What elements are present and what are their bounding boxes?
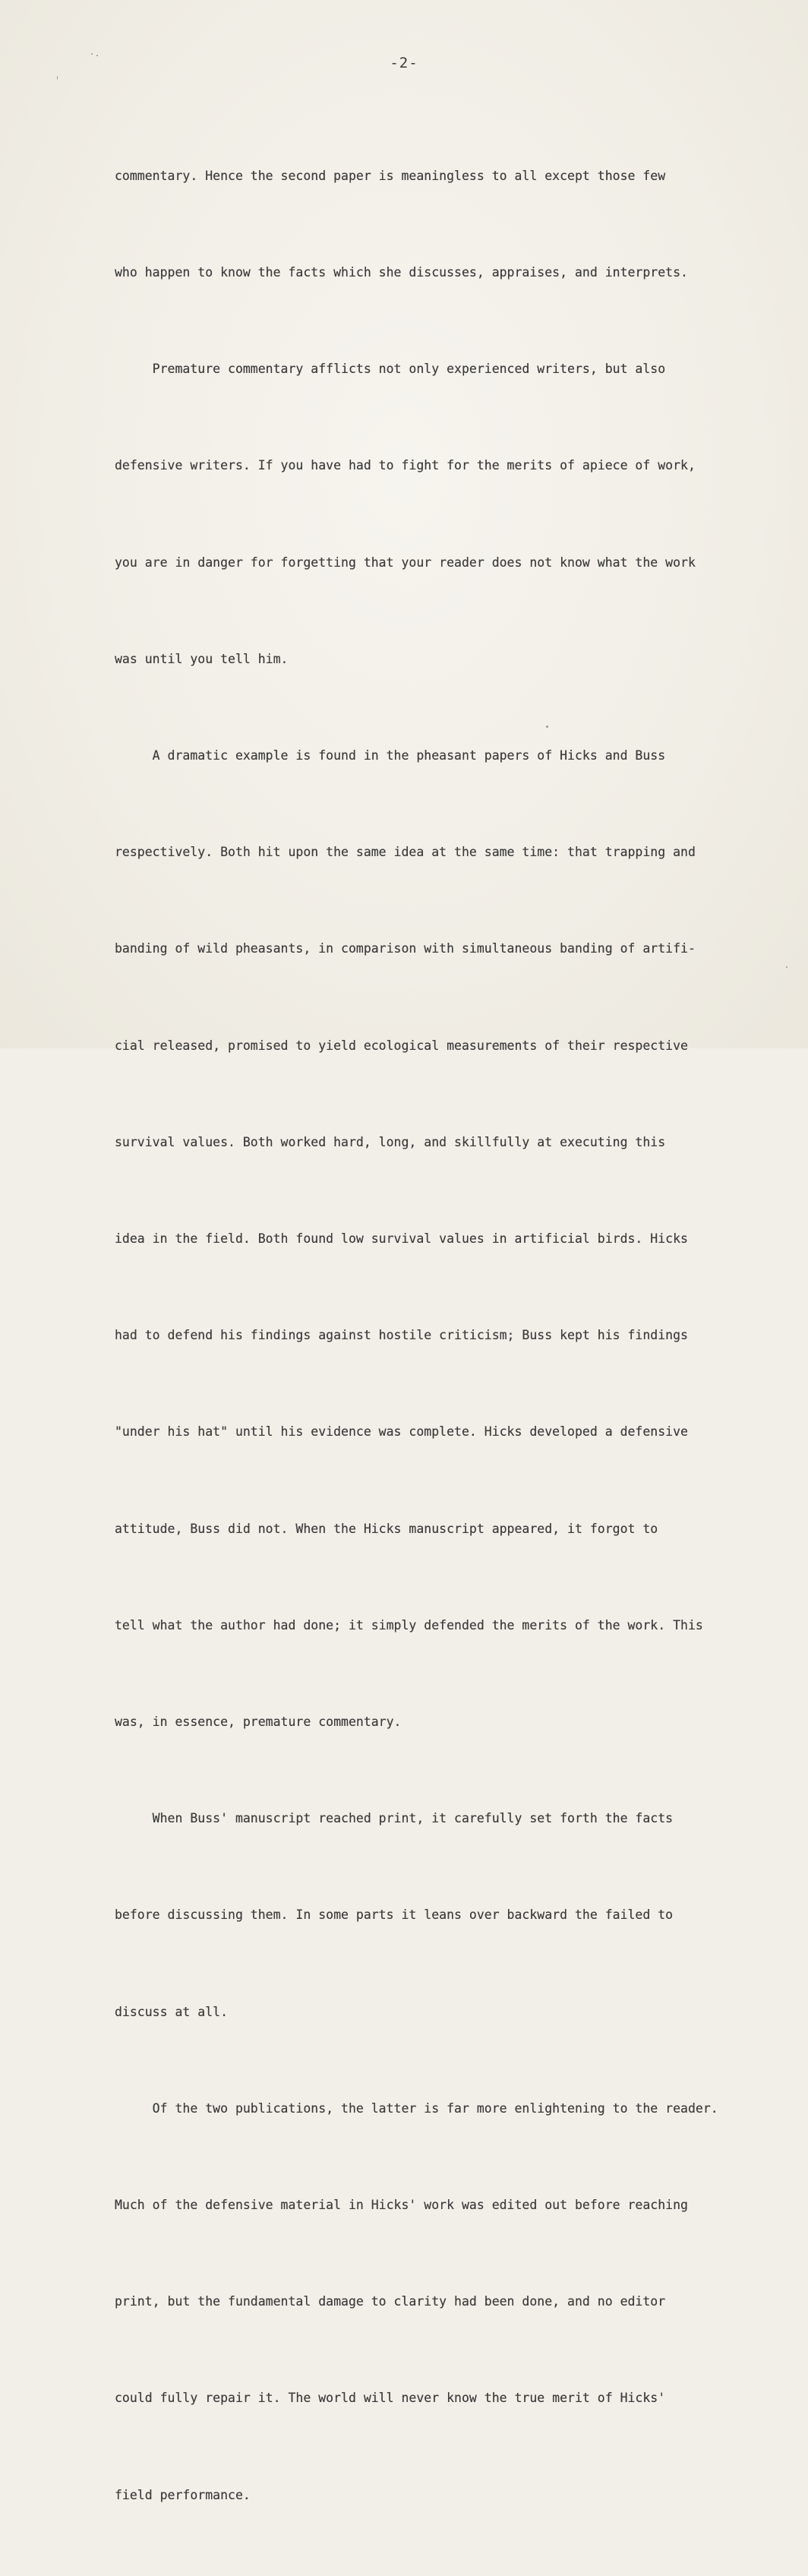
text-line: "under his hat" until his evidence was complete. Hicks developed a defensive	[115, 1424, 688, 1440]
text-line: tell what the author had done; it simply defended the merits of the work. This	[115, 1617, 703, 1633]
text-line: When Buss' manuscript reached print, it carefully set forth the facts	[115, 1811, 674, 1826]
text-line: who happen to know the facts which she discusses, appraises, and interprets.	[115, 265, 688, 280]
text-line: field performance.	[115, 2487, 251, 2502]
text-line: was, in essence, premature commentary.	[115, 1715, 402, 1730]
typed-body-text	[115, 96, 783, 2576]
text-line: before discussing them. In some parts it leans over backward the failed to	[115, 1908, 674, 1923]
text-line: attitude, Buss did not. When the Hicks manuscript appeared, it forgot to	[115, 1521, 658, 1536]
text-line: you are in danger for forgetting that your reader does not know what the work	[115, 555, 696, 570]
text-line: print, but the fundamental damage to clarity had been done, and no editor	[115, 2294, 666, 2309]
text-line: could fully repair it. The world will never know the true merit of Hicks'	[115, 2391, 666, 2406]
text-line: idea in the field. Both found low survival values in artificial birds. Hicks	[115, 1231, 688, 1247]
text-line: defensive writers. If you have had to fight for the merits of apiece of work,	[115, 458, 696, 473]
text-line: had to defend his findings against hostile criticism; Buss kept his findings	[115, 1328, 688, 1343]
text-line: banding of wild pheasants, in comparison with simultaneous banding of artifi-	[115, 941, 696, 956]
text-line: cial released, promised to yield ecological measurements of their respective	[115, 1038, 688, 1053]
paper-speck	[91, 53, 93, 55]
text-line: discuss at all.	[115, 2004, 229, 2019]
text-line: Premature commentary afflicts not only experienced writers, but also	[115, 362, 666, 377]
text-line: was until you tell him.	[115, 651, 289, 666]
paper-speck	[57, 76, 58, 80]
text-line: commentary. Hence the second paper is meaningless to all except those few	[115, 168, 666, 183]
paper-speck	[546, 725, 548, 728]
text-line: Of the two publications, the latter is far more enlightening to the reader.	[115, 2100, 718, 2116]
text-line: respectively. Both hit upon the same idea at the same time: that trapping and	[115, 845, 696, 860]
text-line: survival values. Both worked hard, long, and skillfully at executing this	[115, 1134, 666, 1149]
page-number: -2-	[390, 55, 418, 71]
paper-speck	[786, 966, 787, 968]
text-line: A dramatic example is found in the pheasant papers of Hicks and Buss	[115, 748, 666, 763]
paper-speck	[96, 55, 98, 56]
text-line: Much of the defensive material in Hicks' work was edited out before reaching	[115, 2198, 688, 2213]
